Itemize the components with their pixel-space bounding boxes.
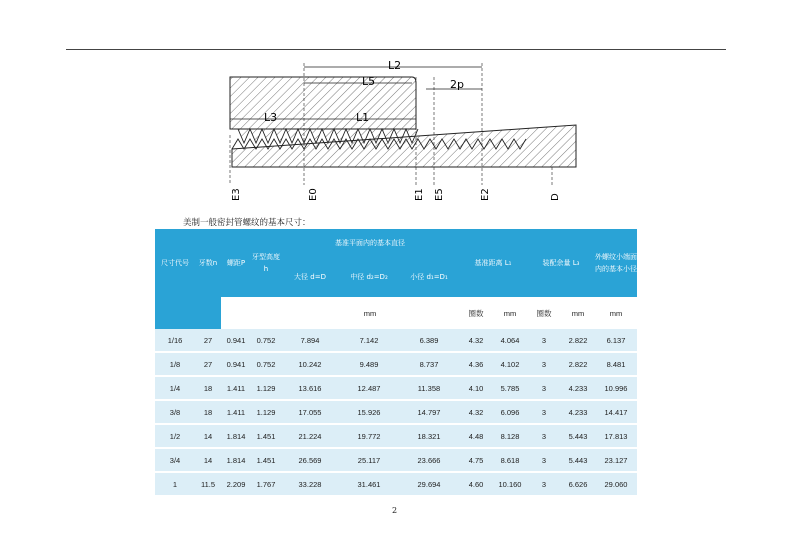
thread-diagram	[212, 55, 582, 205]
table-cell: 10.242	[281, 352, 339, 376]
table-cell: 13.616	[281, 376, 339, 400]
svg-text:L3: L3	[264, 111, 278, 124]
table-row	[155, 329, 637, 352]
table-cell: 18.321	[399, 424, 459, 448]
table-cell: 4.32	[459, 400, 493, 424]
table-cell: 14	[195, 424, 221, 448]
table-cell: 27	[195, 352, 221, 376]
table-cell: 17.055	[281, 400, 339, 424]
table-cell: 9.489	[339, 352, 399, 376]
table-cell: 1	[155, 472, 195, 495]
table-cell: 2.209	[221, 472, 251, 495]
table-caption: 美制一般密封管螺纹的基本尺寸：	[183, 218, 311, 228]
unit-mm: mm	[493, 297, 527, 329]
unit-mm: mm	[561, 297, 595, 329]
table-cell: 3/4	[155, 448, 195, 472]
unit-blank	[155, 297, 195, 329]
table-cell: 4.102	[493, 352, 527, 376]
table-row	[155, 376, 637, 400]
table-cell: 29.060	[595, 472, 637, 495]
unit-turns: 圈数	[459, 297, 493, 329]
table-cell: 4.32	[459, 329, 493, 352]
unit-blank	[251, 297, 281, 329]
table-cell: 1.451	[251, 424, 281, 448]
unit-mm: mm	[281, 297, 459, 329]
table-cell: 1.129	[251, 376, 281, 400]
table-cell: 4.233	[561, 376, 595, 400]
col-minor: 小径 d₁=D₁	[410, 273, 448, 281]
table-cell: 1.411	[221, 376, 251, 400]
table-cell: 1.411	[221, 400, 251, 424]
col-base-diameters: 基准平面内的基本直径	[335, 239, 405, 247]
col-major: 大径 d=D	[294, 273, 326, 281]
table-cell: 4.10	[459, 376, 493, 400]
svg-text:L2: L2	[388, 59, 402, 72]
table-cell: 27	[195, 329, 221, 352]
table-cell: 5.785	[493, 376, 527, 400]
table-cell: 14.797	[399, 400, 459, 424]
table-cell: 5.443	[561, 448, 595, 472]
table-cell: 15.926	[339, 400, 399, 424]
table-row	[155, 424, 637, 448]
col-base-distance: 基准距离 L₁	[474, 259, 512, 267]
table-cell: 1/16	[155, 329, 195, 352]
table-cell: 10.160	[493, 472, 527, 495]
svg-text:L5: L5	[362, 75, 376, 88]
svg-text:E1: E1	[414, 188, 425, 201]
table-row	[155, 352, 637, 376]
unit-blank	[195, 297, 221, 329]
table-cell: 12.487	[339, 376, 399, 400]
table-cell: 4.064	[493, 329, 527, 352]
table-cell: 3	[527, 329, 561, 352]
table-row	[155, 472, 637, 495]
table-row	[155, 448, 637, 472]
table-cell: 31.461	[339, 472, 399, 495]
table-row	[155, 400, 637, 424]
unit-blank	[221, 297, 251, 329]
table-cell: 8.128	[493, 424, 527, 448]
table-cell: 18	[195, 376, 221, 400]
internal-thread-body	[230, 77, 416, 129]
table-cell: 11.358	[399, 376, 459, 400]
table-cell: 1/8	[155, 352, 195, 376]
col-assembly-allowance: 装配余量 L₃	[542, 259, 580, 267]
table-cell: 2.822	[561, 352, 595, 376]
table-cell: 23.127	[595, 448, 637, 472]
table-cell: 3	[527, 400, 561, 424]
table-cell: 6.096	[493, 400, 527, 424]
unit-mm: mm	[595, 297, 637, 329]
table-cell: 8.618	[493, 448, 527, 472]
col-size-code: 尺寸代号	[161, 259, 189, 267]
table-cell: 21.224	[281, 424, 339, 448]
table-cell: 7.894	[281, 329, 339, 352]
table-cell: 4.75	[459, 448, 493, 472]
table-cell: 0.941	[221, 352, 251, 376]
table-cell: 10.996	[595, 376, 637, 400]
unit-turns: 圈数	[527, 297, 561, 329]
table-cell: 1.129	[251, 400, 281, 424]
table-cell: 4.36	[459, 352, 493, 376]
table-cell: 29.694	[399, 472, 459, 495]
table-cell: 3	[527, 472, 561, 495]
table-cell: 1/2	[155, 424, 195, 448]
table-cell: 14	[195, 448, 221, 472]
table-cell: 1.767	[251, 472, 281, 495]
svg-text:E2: E2	[480, 188, 491, 201]
table-cell: 6.137	[595, 329, 637, 352]
svg-text:E5: E5	[434, 188, 445, 201]
header-rule	[66, 49, 726, 50]
table-cell: 0.941	[221, 329, 251, 352]
table-cell: 4.48	[459, 424, 493, 448]
page-number: 2	[392, 506, 398, 515]
table-cell: 19.772	[339, 424, 399, 448]
table-cell: 6.626	[561, 472, 595, 495]
table-cell: 26.569	[281, 448, 339, 472]
col-teeth: 牙数n	[198, 259, 218, 267]
table-cell: 1/4	[155, 376, 195, 400]
table-cell: 23.666	[399, 448, 459, 472]
table-cell: 6.389	[399, 329, 459, 352]
table-cell: 14.417	[595, 400, 637, 424]
table-cell: 7.142	[339, 329, 399, 352]
spec-table	[155, 229, 637, 495]
svg-text:E3: E3	[231, 188, 242, 201]
table-cell: 0.752	[251, 329, 281, 352]
table-cell: 33.228	[281, 472, 339, 495]
table-cell: 1.451	[251, 448, 281, 472]
table-cell: 2.822	[561, 329, 595, 352]
svg-text:L1: L1	[356, 111, 370, 124]
table-cell: 17.813	[595, 424, 637, 448]
table-cell: 3	[527, 376, 561, 400]
table-cell: 0.752	[251, 352, 281, 376]
table-cell: 8.737	[399, 352, 459, 376]
table-cell: 18	[195, 400, 221, 424]
table-cell: 3	[527, 448, 561, 472]
col-pitch: 螺距P	[226, 259, 246, 267]
table-cell: 4.60	[459, 472, 493, 495]
table-cell: 4.233	[561, 400, 595, 424]
col-ext-minor: 外螺纹小端面内的基本小径	[595, 253, 637, 273]
table-cell: 1.814	[221, 448, 251, 472]
table-cell: 3/8	[155, 400, 195, 424]
table-cell: 1.814	[221, 424, 251, 448]
table-cell: 5.443	[561, 424, 595, 448]
table-cell: 3	[527, 352, 561, 376]
svg-text:2p: 2p	[450, 78, 464, 91]
table-cell: 8.481	[595, 352, 637, 376]
col-pitch-dia: 中径 d₂=D₂	[350, 273, 388, 281]
col-height: 牙型高度h	[252, 253, 280, 273]
svg-text:D: D	[550, 193, 561, 201]
svg-text:E0: E0	[308, 188, 319, 201]
table-cell: 3	[527, 424, 561, 448]
table-cell: 25.117	[339, 448, 399, 472]
table-cell: 11.5	[195, 472, 221, 495]
